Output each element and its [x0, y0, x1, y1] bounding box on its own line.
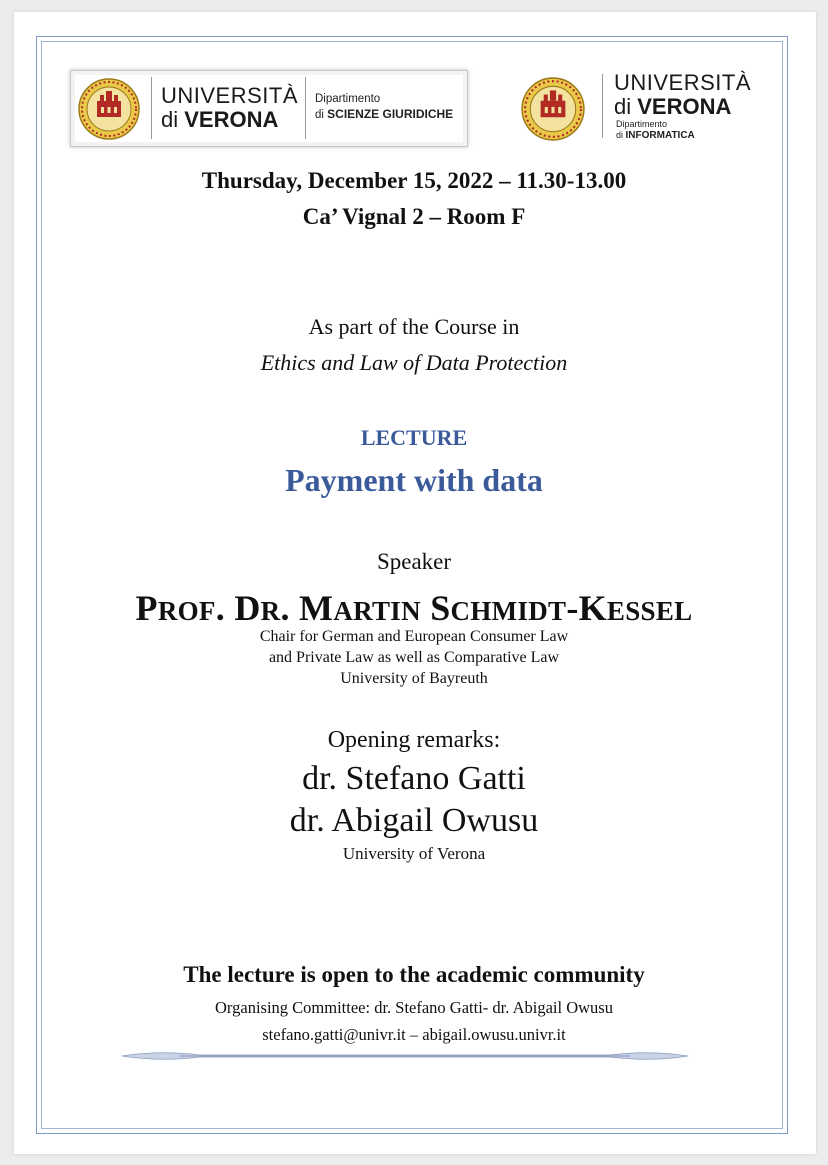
contact-emails: stefano.gatti@univr.it – abigail.owusu.univr.it	[262, 1025, 566, 1044]
opening-remarks-label: Opening remarks:	[327, 727, 501, 753]
logo-divider	[602, 74, 603, 138]
university-seal-icon	[520, 76, 586, 142]
logo-scienze-giuridiche	[70, 70, 468, 147]
department-name: Dipartimento di SCIENZE GIURIDICHE	[315, 93, 454, 121]
course-intro: As part of the Course in	[308, 314, 520, 339]
speaker-label: Speaker	[376, 549, 452, 574]
university-seal-icon	[77, 77, 141, 141]
open-to-community-note: The lecture is open to the academic community	[183, 962, 645, 987]
opening-speaker: dr. Abigail Owusu	[289, 802, 539, 839]
opening-affiliation: University of Verona	[342, 844, 486, 863]
logo-divider	[151, 77, 152, 139]
event-date-time: Thursday, December 15, 2022 – 11.30-13.00	[201, 168, 627, 193]
organising-committee: Organising Committee: dr. Stefano Gatti- dr. Abigail Owusu	[215, 998, 613, 1017]
logo-informatica	[518, 70, 758, 147]
decorative-divider	[120, 1048, 690, 1064]
opening-speaker: dr. Stefano Gatti	[302, 760, 526, 797]
logo-divider	[305, 77, 306, 139]
speaker-affiliation-line: University of Bayreuth	[340, 670, 488, 687]
department-name: Dipartimento di INFORMATICA	[616, 119, 695, 141]
speaker-affiliation-line: Chair for German and European Consumer Law	[259, 628, 569, 645]
lecture-label: LECTURE	[360, 425, 468, 450]
course-name: Ethics and Law of Data Protection	[260, 350, 568, 375]
speaker-affiliation-line: and Private Law as well as Comparative Law	[268, 649, 560, 666]
university-name: UNIVERSITÀ di VERONA	[161, 83, 299, 132]
lecture-title: Payment with data	[285, 462, 543, 498]
university-name: UNIVERSITÀ di VERONA	[614, 70, 752, 119]
event-location: Ca’ Vignal 2 – Room F	[302, 204, 526, 229]
speaker-name: PROF. DR. MARTIN SCHMIDT-KESSEL	[135, 588, 693, 628]
